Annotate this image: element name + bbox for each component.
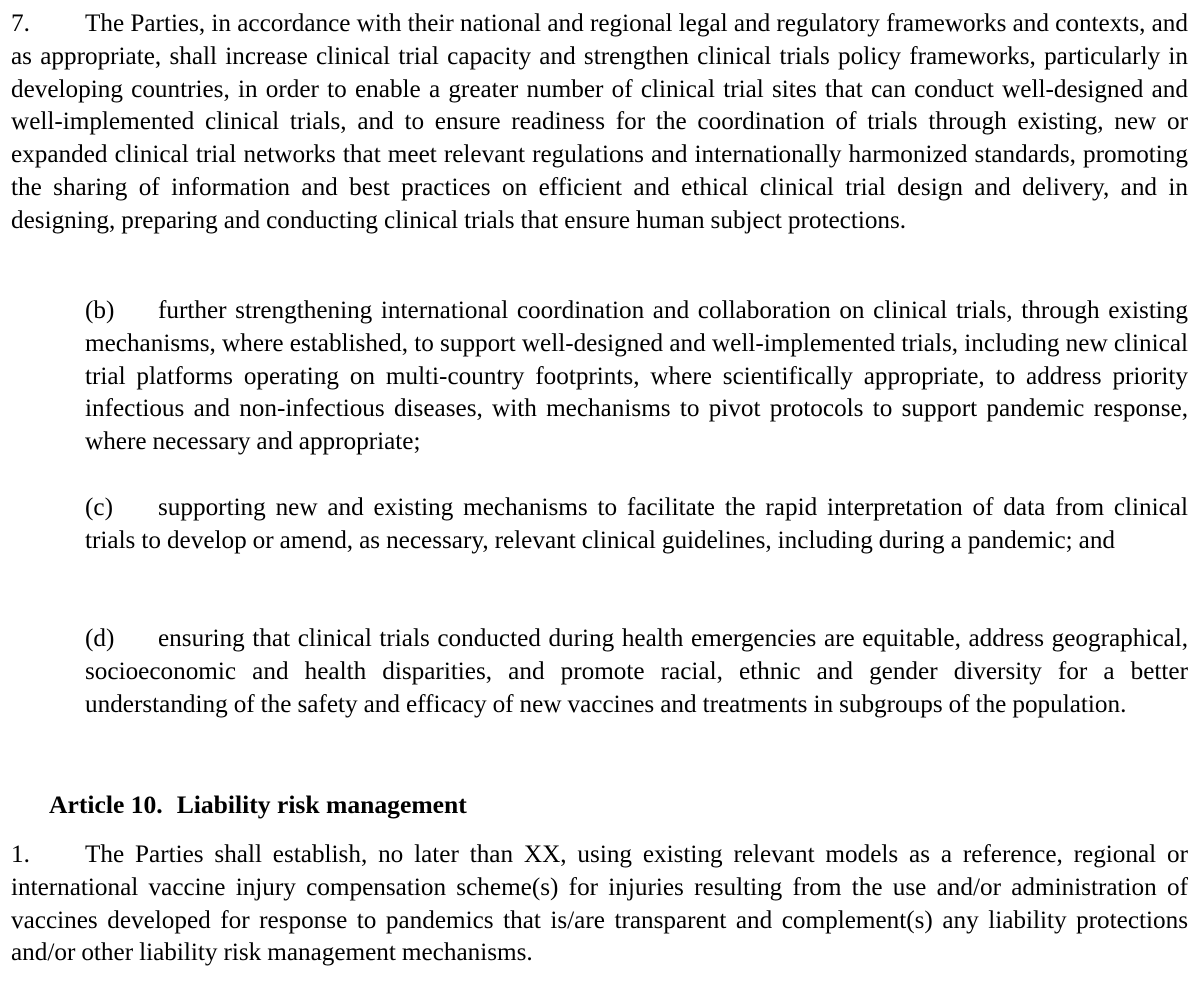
paragraph-7	[11, 8, 1188, 237]
article-heading	[49, 788, 467, 822]
paragraph-text: The Parties shall establish, no later than XX, using existing relevant models as a reference, regional or international vaccine injury compensation scheme(s) for injuries resulting from the use and/or administration of vaccines developed for response to pandemics that is/are transparent and complement(s) any liability protections and/or other liability risk management mechanisms.	[11, 841, 1188, 967]
article-number: Article 10.	[49, 790, 163, 819]
paragraph-1	[11, 839, 1188, 970]
subparagraph-d	[85, 623, 1188, 721]
subparagraph-text: ensuring that clinical trials conducted during health emergencies are equitable, address geographical, socioeconomic and health disparities, and promote racial, ethnic and gender diversity for a better understanding of the safety and efficacy of new vaccines and treatments in subgroups of the population.	[85, 625, 1188, 718]
subparagraph-b	[85, 295, 1188, 459]
subparagraph-letter: (b)	[85, 297, 115, 324]
subparagraph-letter: (c)	[85, 494, 113, 521]
subparagraph-text: supporting new and existing mechanisms to facilitate the rapid interpretation of data from clinical trials to develop or amend, as necessary, relevant clinical guidelines, including during a pandemic; and	[85, 494, 1188, 554]
subparagraph-letter: (d)	[85, 625, 115, 652]
paragraph-number: 7.	[11, 10, 30, 37]
subparagraph-text: further strengthening international coordination and collaboration on clinical trials, through existing mechanisms, where established, to support well-designed and well-implemented trials, including new clinical trial platforms operating on multi-country footprints, where scientifically appropriate, to address priority infectious and non-infectious diseases, with mechanisms to pivot protocols to support pandemic response, where necessary and appropriate;	[85, 297, 1188, 456]
paragraph-number: 1.	[11, 841, 30, 868]
subparagraph-c	[85, 492, 1188, 558]
article-title: Liability risk management	[176, 790, 467, 819]
paragraph-text: The Parties, in accordance with their national and regional legal and regulatory frameworks and contexts, and as appropriate, shall increase clinical trial capacity and strengthen clinical trials policy frameworks, particularly in developing countries, in order to enable a greater number of clinical trial sites that can conduct well-designed and well-implemented clinical trials, and to ensure readiness for the coordination of trials through existing, new or expanded clinical trial networks that meet relevant regulations and internationally harmonized standards, promoting the sharing of information and best practices on efficient and ethical clinical trial design and delivery, and in designing, preparing and conducting clinical trials that ensure human subject protections.	[11, 10, 1188, 234]
